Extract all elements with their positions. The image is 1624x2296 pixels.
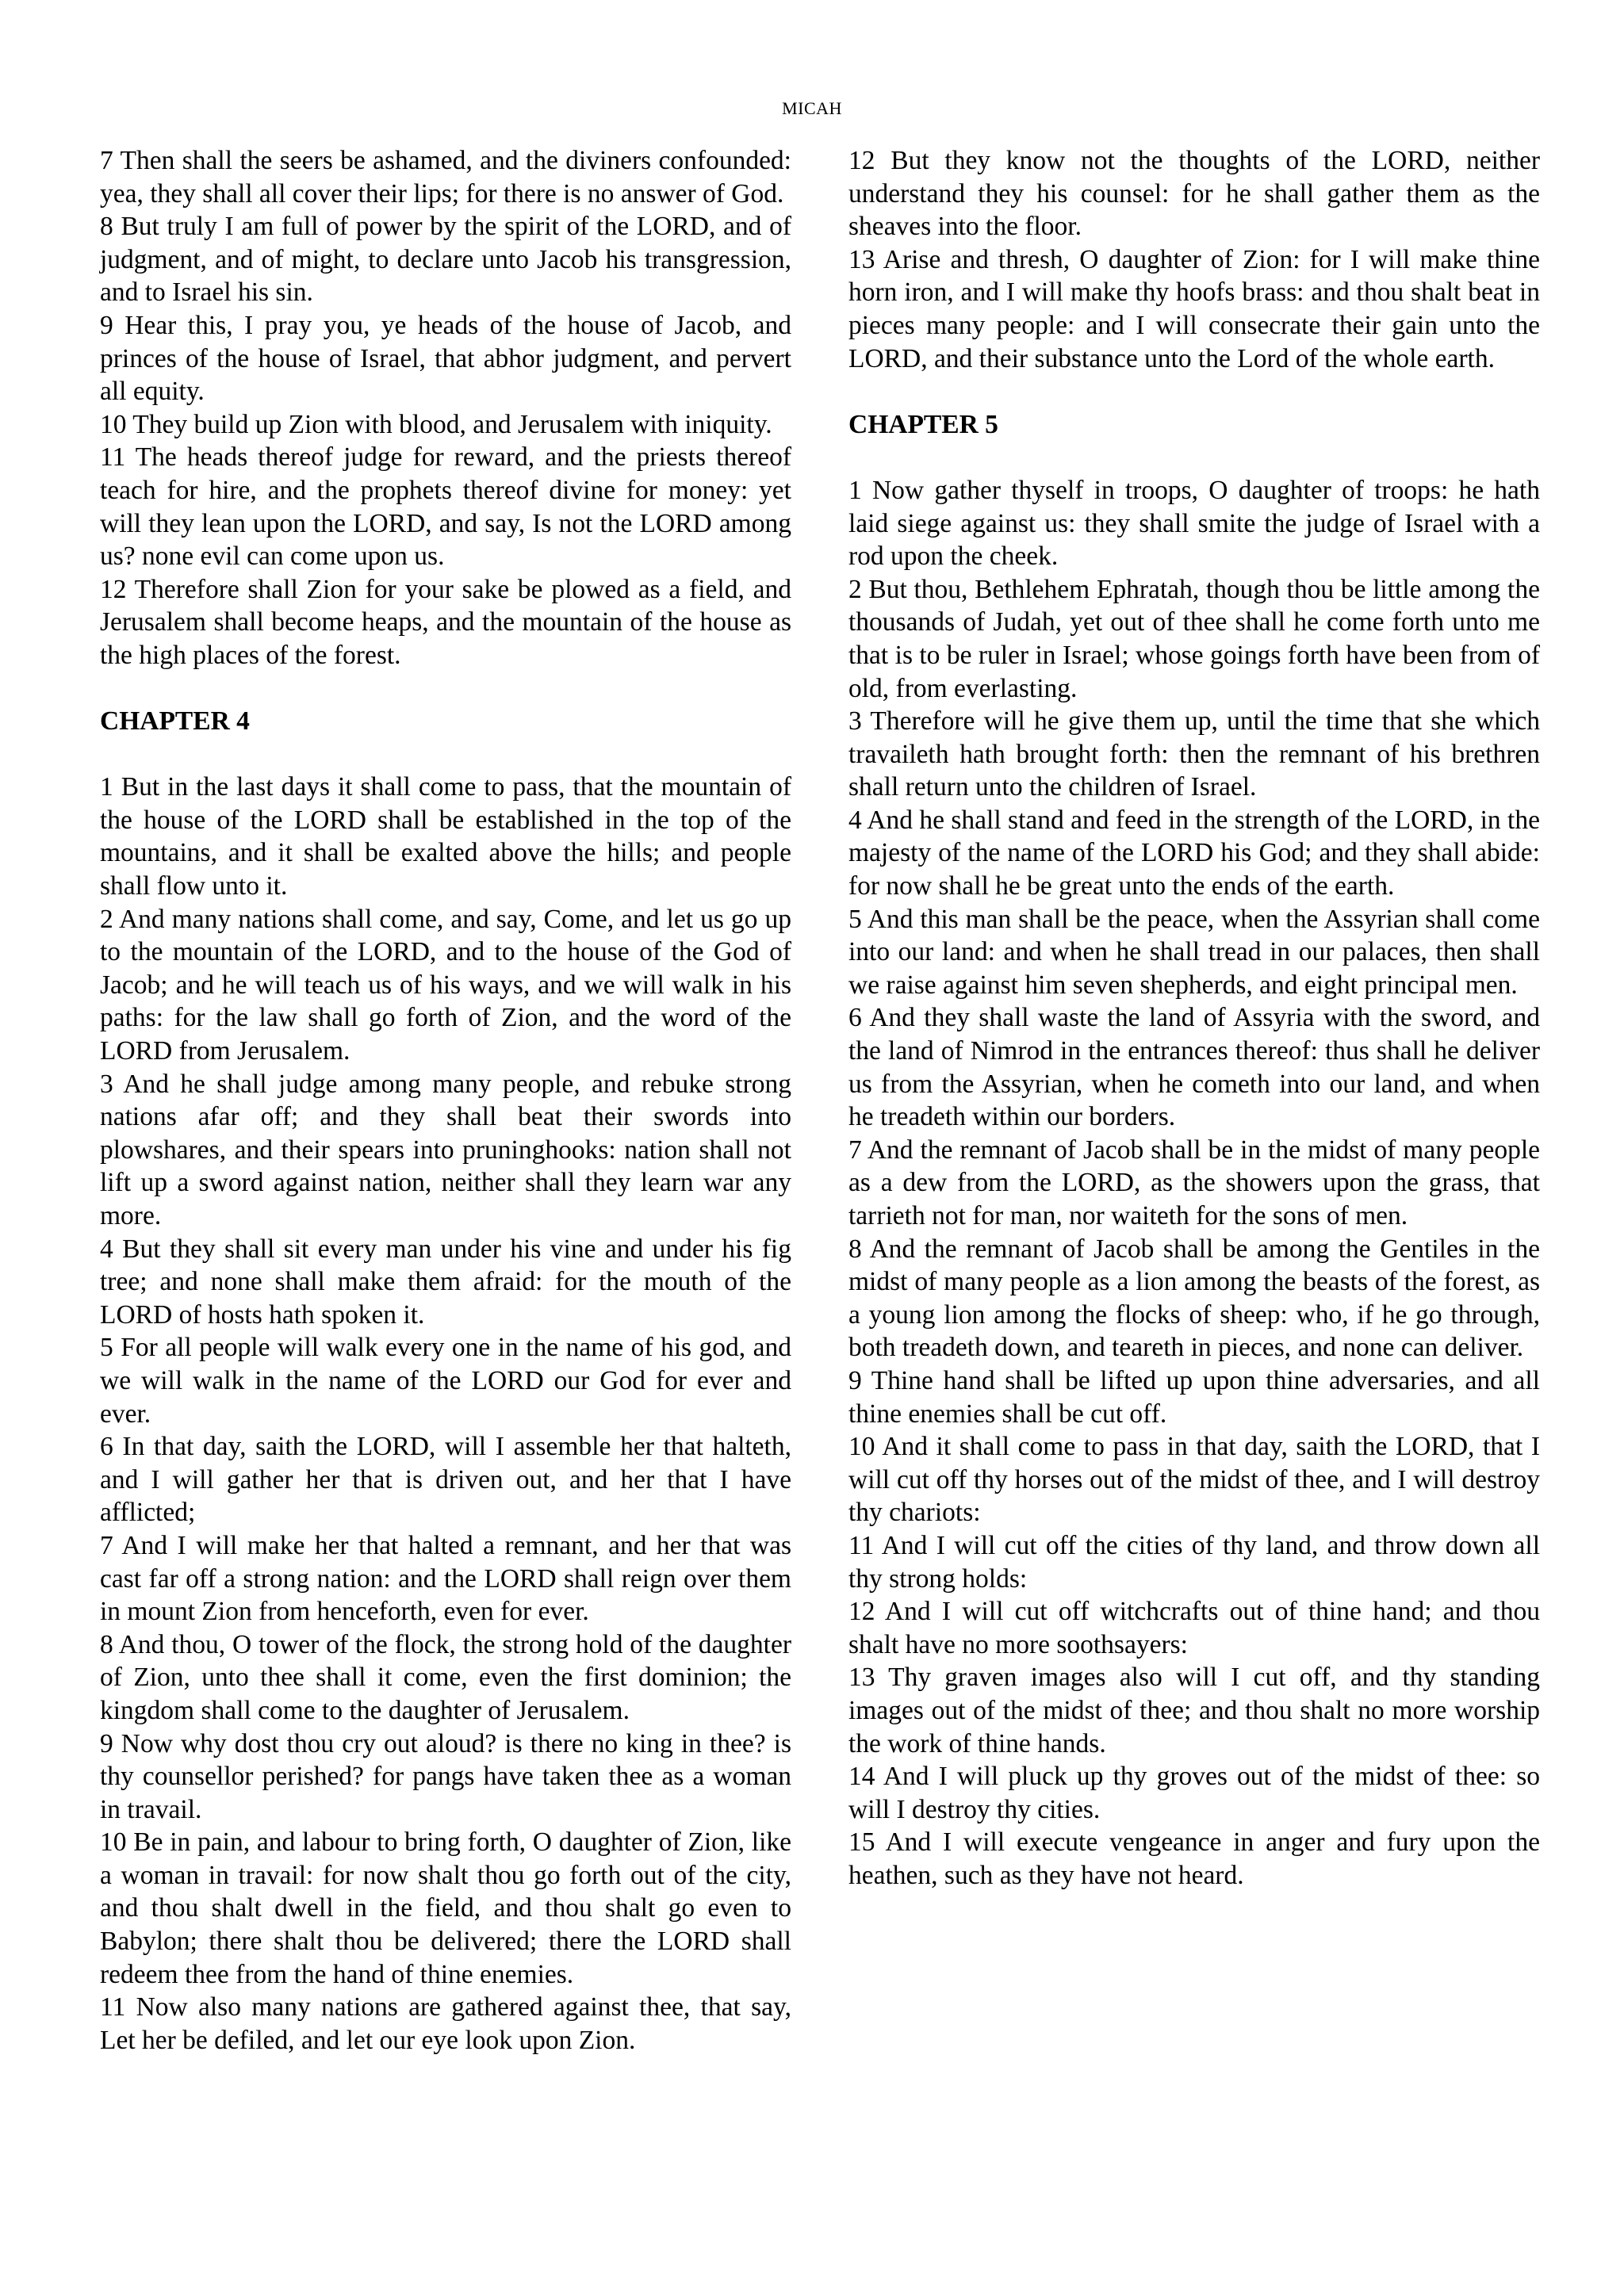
verse: 7 And the remnant of Jacob shall be in the midst of many people as a dew from the LORD, as the showers upon the grass, that tarrieth not for man, nor waiteth for the sons of men. <box>848 1135 1540 1230</box>
verse: 3 Therefore will he give them up, until the time that she which travaileth hath brought forth: then the remnant of his brethren shall return unto the children of Israel. <box>848 706 1540 802</box>
verse: 10 And it shall come to pass in that day, saith the LORD, that I will cut off thy horses out of the midst of thee, and I will destroy thy chariots: <box>848 1432 1540 1528</box>
verse: 9 Thine hand shall be lifted up upon thine adversaries, and all thine enemies shall be cut off. <box>848 1365 1540 1429</box>
verse: 13 Thy graven images also will I cut off, and thy standing images out of the midst of thee; and thou shalt no more worship the work of thine hands. <box>848 1663 1540 1758</box>
verse-group-chapter-4 <box>100 771 791 2057</box>
verse: 8 And the remnant of Jacob shall be among the Gentiles in the midst of many people as a lion among the beasts of the forest, as a young lion among the flocks of sheep: who, if he go through, both treadeth down, and teareth in pieces, and none can deliver. <box>848 1234 1540 1363</box>
verse: 10 They build up Zion with blood, and Jerusalem with iniquity. <box>100 409 772 439</box>
chapter-heading: CHAPTER 5 <box>848 409 998 439</box>
verse: 7 And I will make her that halted a remnant, and her that was cast far off a strong nation: and the LORD shall reign over them in mount Zion from henceforth, even for ever. <box>100 1530 791 1627</box>
verse: 9 Now why dost thou cry out aloud? is there no king in thee? is thy counsellor perished? for pangs have taken thee as a woman in travail. <box>100 1728 791 1824</box>
verse: 15 And I will execute vengeance in anger and fury upon the heathen, such as they have not heard. <box>848 1827 1540 1890</box>
verse: 1 But in the last days it shall come to pass, that the mountain of the house of the LORD shall be established in the top of the mountains, and it shall be exalted above the hills; and people shall flow unto it. <box>100 772 791 901</box>
chapter-heading: CHAPTER 4 <box>100 706 250 737</box>
right-column <box>848 144 1540 1892</box>
verse-group-chapter-3-end <box>100 144 791 672</box>
verse: 12 Therefore shall Zion for your sake be plowed as a field, and Jerusalem shall become heaps, and the mountain of the house as the high places of the forest. <box>100 574 791 670</box>
verse: 11 Now also many nations are gathered against thee, that say, Let her be defiled, and let our eye look upon Zion. <box>100 1992 791 2055</box>
verse-group-chapter-4-end <box>848 144 1540 375</box>
verse: 12 But they know not the thoughts of the LORD, neither understand they his counsel: for he shall gather them as the sheaves into the floor. <box>848 146 1540 242</box>
verse: 9 Hear this, I pray you, ye heads of the house of Jacob, and princes of the house of Israel, that abhor judgment, and pervert all equity. <box>100 310 791 407</box>
verse: 6 In that day, saith the LORD, will I assemble her that halteth, and I will gather her that is driven out, and her that I have afflicted; <box>100 1432 791 1528</box>
verse: 6 And they shall waste the land of Assyria with the sword, and the land of Nimrod in the entrances thereof: thus shall he deliver us from the Assyrian, when he cometh into our land, and when he treadeth within our borders. <box>848 1003 1540 1132</box>
running-head: MICAH <box>782 98 842 118</box>
verse: 13 Arise and thresh, O daughter of Zion: for I will make thine horn iron, and I will make thy hoofs brass: and thou shalt beat in pieces many people: and I will consecrate their gain unto the LORD, and their substance unto the Lord of the whole earth. <box>848 244 1540 373</box>
verse: 11 The heads thereof judge for reward, and the priests thereof teach for hire, and the prophets thereof divine for money: yet will they lean upon the LORD, and say, Is not the LORD among us? none evil can come upon us. <box>100 442 791 572</box>
verse: 2 And many nations shall come, and say, Come, and let us go up to the mountain of the LORD, and to the house of the God of Jacob; and he will teach us of his ways, and we will walk in his paths: for the law shall go forth of Zion, and the word of the LORD from Jerusalem. <box>100 904 791 1066</box>
verse: 12 And I will cut off witchcrafts out of thine hand; and thou shalt have no more soothsayers: <box>848 1597 1540 1659</box>
verse: 14 And I will pluck up thy groves out of the midst of thee: so will I destroy thy cities. <box>848 1762 1540 1824</box>
verse: 2 But thou, Bethlehem Ephratah, though thou be little among the thousands of Judah, yet out of thee shall he come forth unto me that is to be ruler in Israel; whose goings forth have been from of old, from everlasting. <box>848 574 1540 703</box>
verse: 8 But truly I am full of power by the spirit of the LORD, and of judgment, and of might, to declare unto Jacob his transgression, and to Israel his sin. <box>100 212 791 308</box>
verse: 11 And I will cut off the cities of thy land, and throw down all thy strong holds: <box>848 1530 1540 1594</box>
verse-group-chapter-5 <box>848 474 1540 1892</box>
verse: 1 Now gather thyself in troops, O daughter of troops: he hath laid siege against us: they shall smite the judge of Israel with a rod upon the cheek. <box>848 475 1540 572</box>
verse: 5 For all people will walk every one in the name of his god, and we will walk in the name of the LORD our God for ever and ever. <box>100 1333 791 1429</box>
verse: 10 Be in pain, and labour to bring forth, O daughter of Zion, like a woman in travail: for now shalt thou go forth out of the city, and thou shalt dwell in the field, and thou shalt go even to Babylon; there shalt thou be delivered; there the LORD shall redeem thee from the hand of thine enemies. <box>100 1827 791 1989</box>
left-column <box>100 144 791 2057</box>
verse: 7 Then shall the seers be ashamed, and the diviners confounded: yea, they shall all cover their lips; for there is no answer of God. <box>100 146 791 209</box>
verse: 4 But they shall sit every man under his vine and under his fig tree; and none shall make them afraid: for the mouth of the LORD of hosts hath spoken it. <box>100 1234 791 1330</box>
verse: 8 And thou, O tower of the flock, the strong hold of the daughter of Zion, unto thee shall it come, even the first dominion; the kingdom shall come to the daughter of Jerusalem. <box>100 1629 791 1725</box>
verse: 4 And he shall stand and feed in the strength of the LORD, in the majesty of the name of the LORD his God; and they shall abide: for now shall he be great unto the ends of the earth. <box>848 805 1540 901</box>
verse: 3 And he shall judge among many people, and rebuke strong nations afar off; and they shall beat their swords into plowshares, and their spears into pruninghooks: nation shall not lift up a sword against nation, neither shall they learn war any more. <box>100 1069 791 1230</box>
verse: 5 And this man shall be the peace, when the Assyrian shall come into our land: and when he shall tread in our palaces, then shall we raise against him seven shepherds, and eight principal men. <box>848 904 1540 1000</box>
